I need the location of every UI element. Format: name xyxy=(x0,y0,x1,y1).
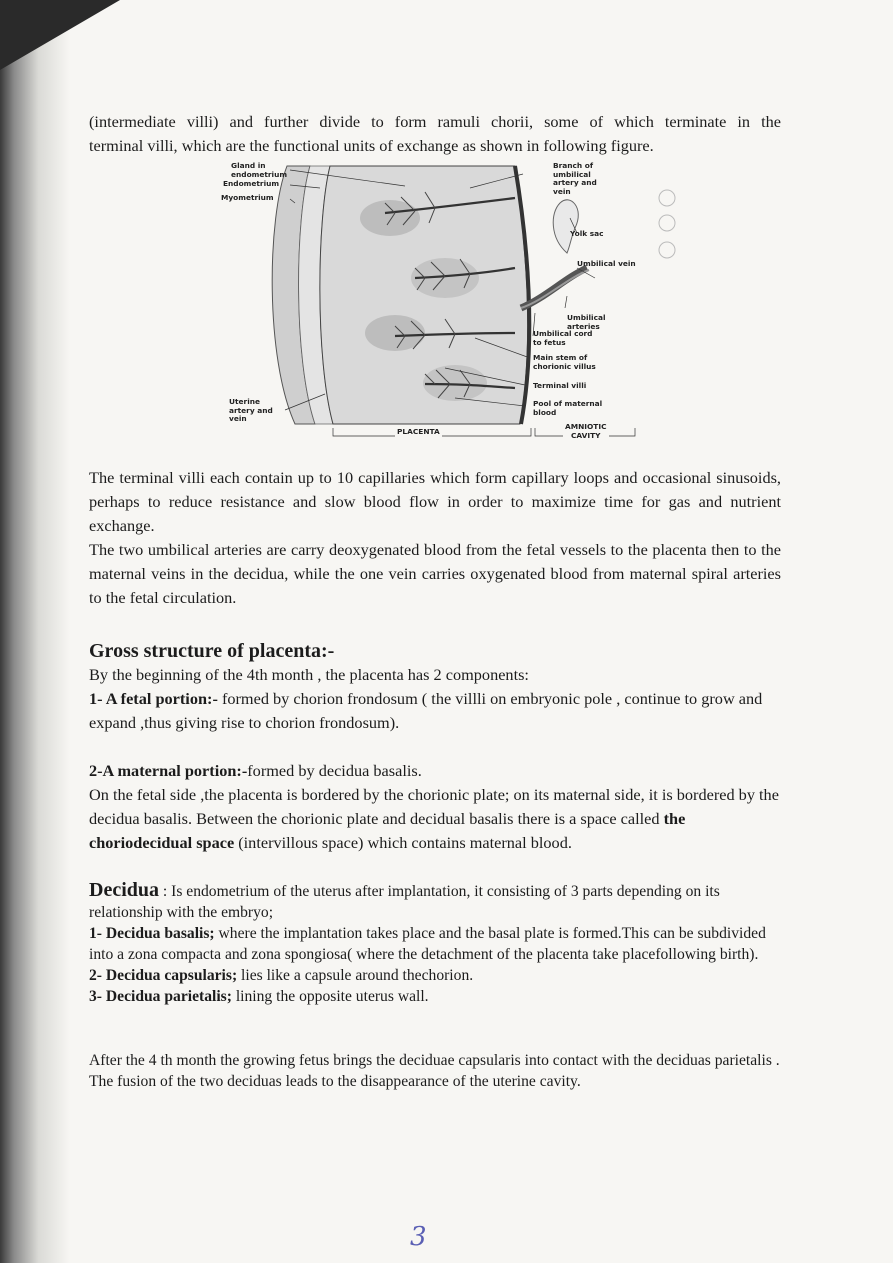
placenta-diagram xyxy=(215,158,685,440)
fetal-portion-term: 1- A fetal portion:- xyxy=(89,689,218,708)
label-umbilical-vein: Umbilical vein xyxy=(577,259,636,268)
decidua-text: : Is endometrium of the uterus after implantation, it consisting of 3 parts depending on its relationship with the embryo; xyxy=(89,883,720,921)
closing-section xyxy=(89,1050,781,1092)
decidua-basalis-text: where the implantation takes place and the basal plate is formed.This can be subdivided into a zona compacta and zona spongiosa( where the detachment of the placenta take placefollowing birth). xyxy=(89,925,766,963)
paragraph-umbilical-arteries: The two umbilical arteries are carry deoxygenated blood from the fetal vessels to the placenta then to the maternal veins in the decidua, while the one vein carries oxygenated blood from maternal spiral arteries to the fetal circulation. xyxy=(89,540,781,607)
closing-paragraph-1: After the 4 th month the growing fetus brings the deciduae capsularis into contact with the deciduas parietalis . xyxy=(89,1052,780,1069)
villi-section xyxy=(89,466,781,610)
label-placenta: PLACENTA xyxy=(397,427,440,436)
label-pool: Pool of maternal blood xyxy=(533,399,603,417)
decidua-basalis-term: 1- Decidua basalis; xyxy=(89,925,215,942)
placenta-border xyxy=(89,783,781,855)
paragraph-terminal-villi: The terminal villi each contain up to 10 capillaries which form capillary loops and occasional sinusoids, perhaps to reduce resistance and slow blood flow in order to maximize time for gas and nutrient exchange. xyxy=(89,468,781,535)
label-uterine: Uterine artery and vein xyxy=(229,397,273,423)
label-yolk-sac: Yolk sac xyxy=(570,229,604,238)
gross-intro: By the beginning of the 4th month , the placenta has 2 components: xyxy=(89,665,529,684)
decidua-term: Decidua xyxy=(89,879,159,901)
decidua-parietalis-text: lining the opposite uterus wall. xyxy=(231,988,429,1005)
intro-paragraph xyxy=(89,110,781,158)
gross-structure-section xyxy=(89,640,781,855)
decidua-capsularis-text: lies like a capsule around thechorion. xyxy=(237,967,474,984)
intro-line-1: (intermediate villi) and further divide to form ramuli chorii, some of which terminate in the xyxy=(89,112,781,131)
intro-line-2: terminal villi, which are the functional units of exchange as shown in following figure. xyxy=(89,136,654,155)
gross-structure-heading: Gross structure of placenta:- xyxy=(89,640,335,662)
label-branch: Branch of umbilical artery and vein xyxy=(553,161,597,196)
maternal-portion xyxy=(89,759,781,783)
border-term: the choriodecidual space xyxy=(89,809,686,852)
label-umbilical-arteries: Umbilical arteries xyxy=(567,313,606,331)
label-main-stem: Main stem of chorionic villus xyxy=(533,353,596,371)
border-text-1: On the fetal side ,the placenta is bordered by the chorionic plate; on its maternal side, it is bordered by the decidua basalis. Between the chorionic plate and decidual basalis there is a space called xyxy=(89,785,779,828)
label-amniotic: AMNIOTIC CAVITY xyxy=(565,422,607,440)
decidua-capsularis-term: 2- Decidua capsularis; xyxy=(89,967,238,984)
scan-corner-fold xyxy=(0,0,120,70)
label-umbilical-cord: Umbilical cord to fetus xyxy=(533,329,593,347)
label-endometrium: Endometrium xyxy=(223,179,280,188)
scan-edge-shadow xyxy=(0,0,70,1263)
fetal-portion xyxy=(89,687,781,735)
decidua-basalis xyxy=(89,923,781,965)
placenta-illustration xyxy=(215,158,685,440)
maternal-portion-text: formed by decidua basalis. xyxy=(247,761,422,780)
closing-paragraph-2: The fusion of the two deciduas leads to the disappearance of the uterine cavity. xyxy=(89,1073,581,1090)
label-myometrium: Myometrium xyxy=(221,193,274,202)
decidua-capsularis xyxy=(89,965,781,986)
decidua-section xyxy=(89,880,781,1007)
decidua-parietalis xyxy=(89,986,781,1007)
border-text-2: (intervillous space) which contains maternal blood. xyxy=(234,833,572,852)
label-gland: Gland in endometrium xyxy=(231,161,288,179)
decidua-parietalis-term: 3- Decidua parietalis; xyxy=(89,988,232,1005)
decidua-intro xyxy=(89,880,781,923)
maternal-portion-term: 2-A maternal portion:- xyxy=(89,761,248,780)
label-terminal-villi: Terminal villi xyxy=(533,381,587,390)
fetal-portion-text: formed by chorion frondosum ( the villli on embryonic pole , continue to grow and expand ,thus giving rise to chorion frondosum). xyxy=(89,689,763,732)
page-number: 3 xyxy=(410,1222,427,1252)
